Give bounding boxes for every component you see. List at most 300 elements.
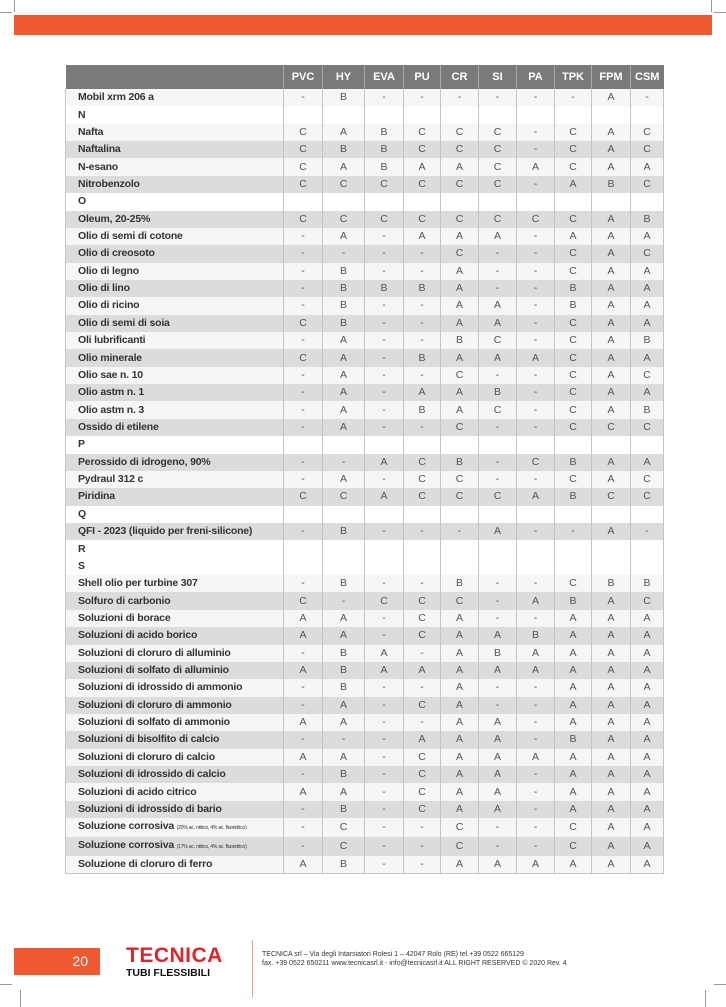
rating-cell-tpk (555, 193, 592, 210)
rating-cell-cr: A (441, 384, 479, 401)
substance-label: Q (78, 507, 86, 520)
substance-name (66, 627, 284, 644)
rating-cell-pu: C (404, 592, 441, 609)
rating-cell-fpm: A (592, 158, 631, 175)
substance-label: Ossido di etilene (78, 421, 159, 433)
rating-cell-eva (365, 436, 404, 453)
rating-cell-tpk: A (555, 856, 592, 874)
rating-cell-csm: - (631, 89, 664, 106)
rating-cell-tpk (555, 506, 592, 523)
rating-cell-pvc: A (284, 783, 323, 800)
rating-cell-fpm: A (592, 401, 631, 418)
substance-name (66, 245, 284, 262)
rating-cell-tpk: A (555, 627, 592, 644)
rating-cell-pa: - (517, 419, 555, 436)
rating-cell-eva: - (365, 731, 404, 748)
rating-cell-pa: - (517, 766, 555, 783)
rating-cell-hy: A (323, 697, 365, 714)
table-row (66, 627, 664, 644)
table-row (66, 575, 664, 592)
rating-cell-fpm: C (592, 419, 631, 436)
crop-mark (714, 12, 726, 13)
rating-cell-csm: A (631, 731, 664, 748)
rating-cell-tpk: C (555, 349, 592, 366)
rating-cell-csm: A (631, 818, 664, 837)
rating-cell-pu: - (404, 297, 441, 314)
rating-cell-eva: - (365, 384, 404, 401)
rating-cell-pvc: C (284, 124, 323, 141)
rating-cell-eva: - (365, 714, 404, 731)
rating-cell-hy: - (323, 245, 365, 262)
rating-cell-pvc: - (284, 245, 323, 262)
substance-label: Oli lubrificanti (78, 334, 146, 347)
rating-cell-pa: - (517, 783, 555, 800)
crop-mark (714, 984, 726, 985)
substance-name (66, 471, 284, 488)
rating-cell-eva: B (365, 158, 404, 175)
rating-cell-csm (631, 506, 664, 523)
substance-label: Olio di lino (78, 282, 130, 295)
table-row (66, 471, 664, 488)
rating-cell-eva: B (365, 141, 404, 158)
rating-cell-si: A (479, 228, 517, 245)
substance-label: Shell olio per turbine 307 (78, 577, 198, 590)
substance-name (66, 856, 284, 874)
rating-cell-pa: - (517, 610, 555, 627)
rating-cell-csm: A (631, 384, 664, 401)
rating-cell-pvc: C (284, 211, 323, 228)
rating-cell-pvc: - (284, 280, 323, 297)
substance-label: Soluzioni di idrossido di ammonio (78, 681, 243, 694)
rating-cell-pvc: A (284, 714, 323, 731)
section-letter (66, 540, 284, 557)
rating-cell-tpk: B (555, 488, 592, 505)
rating-cell-pu: - (404, 575, 441, 592)
rating-cell-pa (517, 106, 555, 123)
rating-cell-eva: - (365, 228, 404, 245)
rating-cell-eva: - (365, 297, 404, 314)
table-row (66, 297, 664, 314)
rating-cell-tpk: C (555, 315, 592, 332)
rating-cell-si: A (479, 662, 517, 679)
rating-cell-eva: - (365, 401, 404, 418)
rating-cell-tpk: C (555, 367, 592, 384)
section-letter (66, 106, 284, 123)
rating-cell-fpm: A (592, 211, 631, 228)
rating-cell-csm: A (631, 714, 664, 731)
rating-cell-pu: - (404, 837, 441, 856)
substance-label: Soluzioni di bisolfito di calcio (78, 733, 220, 746)
rating-cell-pa: - (517, 401, 555, 418)
rating-cell-eva (365, 193, 404, 210)
rating-cell-eva: A (365, 662, 404, 679)
rating-cell-cr: A (441, 749, 479, 766)
rating-cell-pvc: - (284, 297, 323, 314)
substance-name (66, 89, 284, 106)
rating-cell-fpm: B (592, 176, 631, 193)
rating-cell-cr: A (441, 401, 479, 418)
rating-cell-csm: B (631, 211, 664, 228)
rating-cell-pa (517, 506, 555, 523)
rating-cell-csm: C (631, 245, 664, 262)
substance-label: Olio di legno (78, 264, 139, 277)
rating-cell-csm: A (631, 645, 664, 662)
rating-cell-csm (631, 558, 664, 575)
rating-cell-eva: - (365, 315, 404, 332)
substance-name (66, 818, 284, 837)
rating-cell-hy: B (323, 856, 365, 874)
substance-name (66, 731, 284, 748)
substance-label: Soluzione corrosiva (78, 820, 174, 833)
substance-name (66, 645, 284, 662)
rating-cell-fpm: A (592, 714, 631, 731)
rating-cell-hy: B (323, 766, 365, 783)
rating-cell-pu: C (404, 627, 441, 644)
rating-cell-fpm: A (592, 349, 631, 366)
rating-cell-pvc: - (284, 575, 323, 592)
rating-cell-hy: B (323, 645, 365, 662)
chemical-compatibility-table (65, 65, 664, 874)
rating-cell-pa: - (517, 297, 555, 314)
rating-cell-pu: C (404, 471, 441, 488)
rating-cell-fpm: A (592, 228, 631, 245)
rating-cell-si (479, 193, 517, 210)
substance-name (66, 749, 284, 766)
rating-cell-cr: C (441, 124, 479, 141)
rating-cell-fpm: A (592, 645, 631, 662)
rating-cell-eva: - (365, 801, 404, 818)
rating-cell-si: B (479, 384, 517, 401)
rating-cell-tpk: C (555, 471, 592, 488)
rating-cell-eva: - (365, 523, 404, 540)
substance-label: Soluzioni di solfato di ammonio (78, 716, 230, 729)
rating-cell-hy: B (323, 523, 365, 540)
substance-name (66, 124, 284, 141)
rating-cell-pa: C (517, 454, 555, 471)
table-row (66, 645, 664, 662)
rating-cell-pu: - (404, 315, 441, 332)
rating-cell-cr: A (441, 766, 479, 783)
table-row (66, 679, 664, 696)
table-row (66, 141, 664, 158)
column-header-pvc: PVC (284, 65, 323, 89)
rating-cell-pu: - (404, 856, 441, 874)
rating-cell-pa: A (517, 645, 555, 662)
rating-cell-hy: B (323, 662, 365, 679)
rating-cell-csm: B (631, 332, 664, 349)
table-row (66, 801, 664, 818)
rating-cell-hy: B (323, 315, 365, 332)
rating-cell-tpk: A (555, 679, 592, 696)
rating-cell-fpm: A (592, 662, 631, 679)
rating-cell-pvc (284, 193, 323, 210)
substance-label: R (78, 542, 86, 555)
rating-cell-pa: A (517, 592, 555, 609)
rating-cell-tpk: C (555, 263, 592, 280)
rating-cell-si: A (479, 856, 517, 874)
rating-cell-cr (441, 436, 479, 453)
rating-cell-si: - (479, 679, 517, 696)
rating-cell-hy: B (323, 89, 365, 106)
rating-cell-hy: B (323, 263, 365, 280)
rating-cell-pu: C (404, 211, 441, 228)
rating-cell-cr: A (441, 783, 479, 800)
rating-cell-eva (365, 506, 404, 523)
rating-cell-pu (404, 106, 441, 123)
rating-cell-eva: B (365, 280, 404, 297)
column-header-hy: HY (323, 65, 365, 89)
rating-cell-hy: A (323, 471, 365, 488)
table-row (66, 731, 664, 748)
rating-cell-hy: B (323, 280, 365, 297)
substance-label: Soluzioni di cloruro di alluminio (78, 646, 231, 659)
substance-name (66, 280, 284, 297)
rating-cell-csm: A (631, 679, 664, 696)
rating-cell-pu: C (404, 488, 441, 505)
rating-cell-fpm (592, 540, 631, 557)
rating-cell-cr: - (441, 523, 479, 540)
rating-cell-pa: - (517, 575, 555, 592)
substance-name (66, 401, 284, 418)
substance-label: Mobil xrm 206 a (78, 91, 154, 104)
rating-cell-pvc: - (284, 332, 323, 349)
rating-cell-tpk: - (555, 523, 592, 540)
rating-cell-hy: A (323, 332, 365, 349)
rating-cell-eva: C (365, 176, 404, 193)
rating-cell-hy: A (323, 419, 365, 436)
rating-cell-pu: - (404, 714, 441, 731)
rating-cell-eva: B (365, 124, 404, 141)
rating-cell-pu (404, 558, 441, 575)
rating-cell-tpk: C (555, 141, 592, 158)
rating-cell-pa: A (517, 349, 555, 366)
rating-cell-si: - (479, 245, 517, 262)
rating-cell-pu: A (404, 731, 441, 748)
rating-cell-cr: A (441, 627, 479, 644)
rating-cell-pvc: - (284, 818, 323, 837)
rating-cell-pa: - (517, 263, 555, 280)
table-header-row (66, 65, 664, 89)
rating-cell-tpk: C (555, 837, 592, 856)
rating-cell-tpk: A (555, 697, 592, 714)
rating-cell-pvc: A (284, 662, 323, 679)
rating-cell-pvc: A (284, 610, 323, 627)
rating-cell-cr: C (441, 419, 479, 436)
substance-name (66, 297, 284, 314)
rating-cell-csm: A (631, 749, 664, 766)
rating-cell-pu: - (404, 332, 441, 349)
rating-cell-pa: - (517, 837, 555, 856)
rating-cell-hy: A (323, 158, 365, 175)
rating-cell-pu: A (404, 228, 441, 245)
rating-cell-cr: A (441, 280, 479, 297)
rating-cell-si: A (479, 523, 517, 540)
rating-cell-pu: C (404, 610, 441, 627)
rating-cell-hy (323, 193, 365, 210)
rating-cell-pvc (284, 540, 323, 557)
rating-cell-pa: - (517, 176, 555, 193)
rating-cell-fpm: A (592, 627, 631, 644)
rating-cell-fpm: A (592, 801, 631, 818)
rating-cell-pu (404, 436, 441, 453)
rating-cell-si: - (479, 454, 517, 471)
page-number: 20 (14, 948, 100, 975)
rating-cell-hy (323, 540, 365, 557)
rating-cell-pu: C (404, 176, 441, 193)
rating-cell-csm (631, 436, 664, 453)
rating-cell-si: A (479, 627, 517, 644)
rating-cell-csm: C (631, 419, 664, 436)
rating-cell-pu: C (404, 801, 441, 818)
rating-cell-fpm (592, 506, 631, 523)
rating-cell-hy (323, 106, 365, 123)
rating-cell-cr: A (441, 714, 479, 731)
section-letter-row (66, 506, 664, 523)
substance-name (66, 315, 284, 332)
rating-cell-hy: C (323, 818, 365, 837)
rating-cell-csm (631, 193, 664, 210)
rating-cell-tpk: B (555, 280, 592, 297)
rating-cell-hy: A (323, 401, 365, 418)
substance-label: Soluzioni di cloruro di calcio (78, 750, 215, 763)
rating-cell-pu (404, 540, 441, 557)
rating-cell-tpk: C (555, 384, 592, 401)
rating-cell-hy: B (323, 679, 365, 696)
rating-cell-pa: - (517, 89, 555, 106)
column-header-fpm: FPM (592, 65, 631, 89)
rating-cell-pu: C (404, 783, 441, 800)
rating-cell-hy: A (323, 610, 365, 627)
rating-cell-cr (441, 193, 479, 210)
rating-cell-eva (365, 558, 404, 575)
substance-label: Soluzioni di idrossido di bario (78, 802, 222, 815)
table-row (66, 124, 664, 141)
rating-cell-cr: B (441, 575, 479, 592)
substance-label: Olio minerale (78, 351, 142, 364)
rating-cell-csm: B (631, 575, 664, 592)
rating-cell-csm: A (631, 697, 664, 714)
rating-cell-fpm: A (592, 367, 631, 384)
rating-cell-eva (365, 106, 404, 123)
rating-cell-eva: - (365, 783, 404, 800)
rating-cell-pa: - (517, 384, 555, 401)
header-blank (66, 65, 284, 89)
substance-name (66, 419, 284, 436)
rating-cell-pvc: - (284, 367, 323, 384)
rating-cell-hy: C (323, 211, 365, 228)
table-row (66, 280, 664, 297)
substance-label: Soluzioni di cloruro di ammonio (78, 698, 232, 711)
substance-label: Pydraul 312 c (78, 473, 144, 486)
rating-cell-pvc: - (284, 401, 323, 418)
rating-cell-cr: A (441, 679, 479, 696)
rating-cell-csm: A (631, 837, 664, 856)
substance-name (66, 349, 284, 366)
rating-cell-eva: - (365, 419, 404, 436)
rating-cell-pvc: - (284, 766, 323, 783)
rating-cell-eva: - (365, 332, 404, 349)
rating-cell-pa: - (517, 714, 555, 731)
rating-cell-hy: - (323, 454, 365, 471)
rating-cell-pa: - (517, 280, 555, 297)
substance-name (66, 837, 284, 856)
column-header-pa: PA (517, 65, 555, 89)
rating-cell-pu (404, 193, 441, 210)
rating-cell-pa: - (517, 332, 555, 349)
substance-name (66, 679, 284, 696)
rating-cell-fpm: A (592, 471, 631, 488)
rating-cell-csm: A (631, 783, 664, 800)
table-row (66, 818, 664, 837)
rating-cell-fpm: A (592, 697, 631, 714)
rating-cell-pa: - (517, 523, 555, 540)
substance-name (66, 367, 284, 384)
rating-cell-si: C (479, 401, 517, 418)
table-row (66, 349, 664, 366)
section-letter-row (66, 193, 664, 210)
substance-label: Soluzioni di acido citrico (78, 785, 197, 798)
rating-cell-csm: A (631, 315, 664, 332)
rating-cell-cr: A (441, 662, 479, 679)
table-row (66, 714, 664, 731)
rating-cell-fpm: A (592, 610, 631, 627)
substance-name (66, 158, 284, 175)
rating-cell-csm: A (631, 856, 664, 874)
rating-cell-pu: - (404, 818, 441, 837)
section-letter (66, 436, 284, 453)
rating-cell-eva: - (365, 367, 404, 384)
rating-cell-pa: - (517, 697, 555, 714)
rating-cell-csm: B (631, 401, 664, 418)
rating-cell-hy: A (323, 124, 365, 141)
rating-cell-fpm: A (592, 523, 631, 540)
substance-label: Soluzioni di solfato di alluminio (78, 664, 229, 677)
tecnica-logo (126, 945, 226, 979)
rating-cell-eva: - (365, 818, 404, 837)
rating-cell-si: A (479, 749, 517, 766)
logo-wordmark: TECNICA (126, 944, 223, 967)
rating-cell-si: A (479, 766, 517, 783)
section-letter (66, 193, 284, 210)
rating-cell-eva: - (365, 575, 404, 592)
rating-cell-pvc: - (284, 454, 323, 471)
substance-label: S (78, 559, 85, 572)
rating-cell-csm: A (631, 228, 664, 245)
substance-name (66, 714, 284, 731)
substance-label: Nafta (78, 125, 104, 138)
rating-cell-tpk (555, 106, 592, 123)
rating-cell-hy: B (323, 141, 365, 158)
rating-cell-cr: C (441, 837, 479, 856)
table-row (66, 158, 664, 175)
rating-cell-pvc: - (284, 697, 323, 714)
rating-cell-tpk (555, 436, 592, 453)
crop-mark (20, 990, 21, 1007)
table-row (66, 749, 664, 766)
rating-cell-csm: C (631, 176, 664, 193)
rating-cell-eva: - (365, 89, 404, 106)
table-row (66, 419, 664, 436)
rating-cell-tpk: B (555, 592, 592, 609)
rating-cell-pa: - (517, 124, 555, 141)
rating-cell-pa: C (517, 211, 555, 228)
footer-divider (252, 940, 253, 998)
rating-cell-pa: A (517, 662, 555, 679)
substance-name (66, 575, 284, 592)
rating-cell-eva: C (365, 211, 404, 228)
rating-cell-csm: A (631, 454, 664, 471)
rating-cell-pa: - (517, 731, 555, 748)
